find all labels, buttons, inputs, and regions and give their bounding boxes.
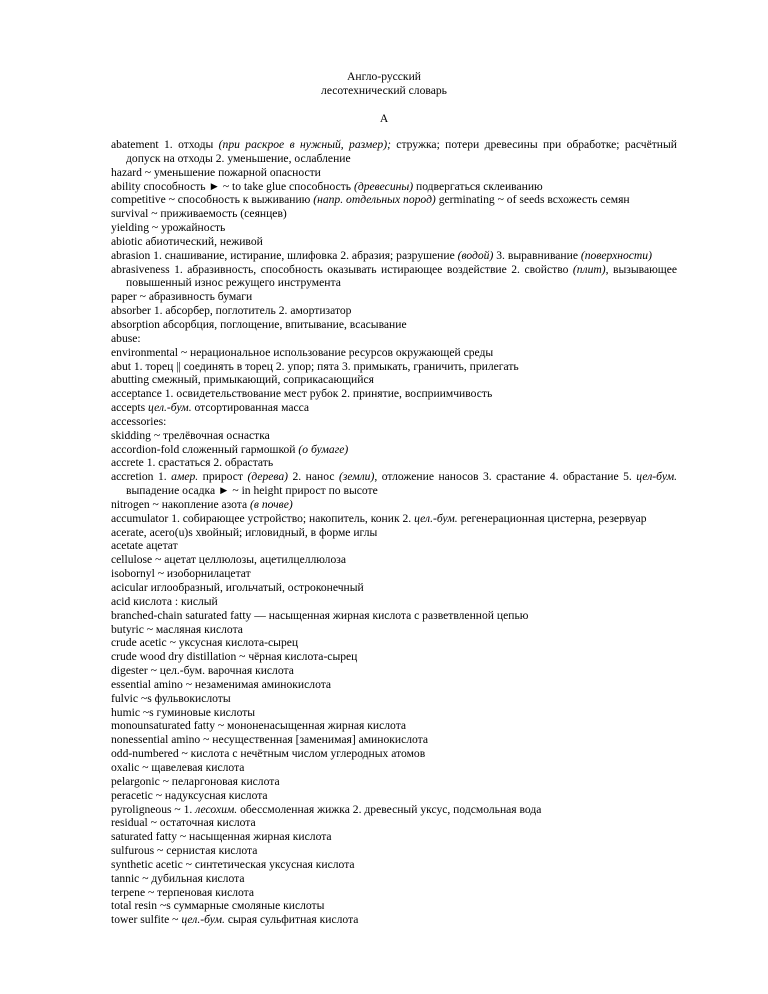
entry-text: acerate, acero(u)s хвойный; игловидный, в форме иглы: [111, 525, 378, 539]
entry-text: environmental ~ нерациональное использование ресурсов окружающей среды: [111, 345, 494, 359]
dictionary-entry: [111, 526, 677, 540]
dictionary-entry: [111, 387, 677, 401]
dictionary-entry: [111, 913, 677, 927]
entry-text: accepts: [111, 401, 149, 415]
entry-text: competitive ~ способность к выживанию: [111, 193, 314, 207]
dictionary-entry: [111, 844, 677, 858]
dictionary-entry: [111, 816, 677, 830]
dictionary-entry: [111, 706, 677, 720]
entry-label-italic: цел-бум.: [636, 470, 677, 484]
entry-text: peracetic ~ надуксусная кислота: [111, 788, 268, 802]
dictionary-entry: [111, 249, 677, 263]
entry-label-italic: (о бумаге): [298, 442, 349, 456]
entry-text: abiotic абиотический, неживой: [111, 234, 263, 248]
entry-text: crude acetic ~ уксусная кислота-сырец: [111, 636, 299, 650]
dictionary-entry: [111, 692, 677, 706]
entry-text: butyric ~ масляная кислота: [111, 622, 243, 636]
entry-text: 2. нанос: [288, 470, 339, 484]
entry-text: paper ~ абразивность бумаги: [111, 290, 253, 304]
dictionary-entry: [111, 221, 677, 235]
entry-text: стружка; потери древесины при обработке; расчётный допуск на отходы 2. уменьшение, ослабление: [126, 138, 677, 165]
entry-text: abuse:: [111, 331, 141, 345]
entry-label-italic: амер.: [171, 470, 199, 484]
dictionary-entry: [111, 166, 677, 180]
entry-text: 3. выравнивание: [493, 248, 581, 262]
entry-label-italic: (водой): [457, 248, 494, 262]
dictionary-entry: [111, 470, 677, 498]
dictionary-entry: [111, 623, 677, 637]
entry-label-italic: (в почве): [250, 497, 293, 511]
dictionary-entry: [111, 775, 677, 789]
entry-text: terpene ~ терпеновая кислота: [111, 885, 255, 899]
dictionary-entry: [111, 235, 677, 249]
dictionary-entry: [111, 886, 677, 900]
dictionary-entry: [111, 373, 677, 387]
entry-text: прирост: [198, 470, 248, 484]
entry-text: accessories:: [111, 414, 167, 428]
dictionary-entry: [111, 512, 677, 526]
entry-label-italic: (земли): [338, 470, 375, 484]
dictionary-entry: [111, 581, 677, 595]
entry-text: total resin ~s суммарные смоляные кислоты: [111, 899, 325, 913]
dictionary-entry: [111, 899, 677, 913]
entry-text: abut 1. торец || соединять в торец 2. упор; пята 3. примыкать, граничить, прилегать: [111, 359, 519, 373]
dictionary-entry: [111, 138, 677, 166]
dictionary-entry: [111, 664, 677, 678]
entry-text: oxalic ~ щавелевая кислота: [111, 760, 245, 774]
entry-text: accordion-fold сложенный гармошкой: [111, 442, 299, 456]
entry-text: pelargonic ~ пеларгоновая кислота: [111, 774, 280, 788]
dictionary-entry: [111, 789, 677, 803]
entry-text: acceptance 1. освидетельствование мест рубок 2. принятие, восприимчивость: [111, 387, 493, 401]
entry-text: humic ~s гуминовые кислоты: [111, 705, 256, 719]
entry-text: absorber 1. абсорбер, поглотитель 2. амортизатор: [111, 304, 352, 318]
entry-label-italic: (поверхности): [580, 248, 652, 262]
dictionary-entry: [111, 180, 677, 194]
dictionary-entry: [111, 332, 677, 346]
dictionary-entry: [111, 803, 677, 817]
entry-text: обессмоленная жижка 2. древесный уксус, подсмольная вода: [237, 802, 542, 816]
entry-text: abatement 1. отходы: [111, 138, 219, 151]
dictionary-entry: [111, 498, 677, 512]
entry-text: cellulose ~ ацетат целлюлозы, ацетилцеллюлоза: [111, 553, 346, 567]
entry-text: residual ~ остаточная кислота: [111, 816, 256, 830]
entry-text: accretion 1.: [111, 470, 172, 484]
entry-text: nonessential amino ~ несущественная [заменимая] аминокислота: [111, 733, 429, 747]
dictionary-entry: [111, 830, 677, 844]
dictionary-entry: [111, 872, 677, 886]
entry-text: выпадение осадка ► ~ in height прирост по высоте: [126, 484, 378, 498]
entry-text: fulvic ~s фульвокислоты: [111, 691, 231, 705]
entry-text: tower sulfite ~: [111, 913, 182, 927]
entry-text: monounsaturated fatty ~ мононенасыщенная жирная кислота: [111, 719, 407, 733]
dictionary-entry: [111, 456, 677, 470]
entry-text: отсортированная масса: [191, 401, 310, 415]
entry-label-italic: цел.-бум.: [148, 401, 192, 415]
dictionary-entry: [111, 415, 677, 429]
entry-label-italic: цел.-бум.: [414, 511, 458, 525]
entry-label-italic: (напр. отдельных пород): [313, 193, 436, 207]
dictionary-entry: [111, 207, 677, 221]
dictionary-entry: [111, 719, 677, 733]
entry-text: absorption абсорбция, поглощение, впитывание, всасывание: [111, 317, 407, 331]
entry-text: abrasiveness 1. абразивность, способность оказывать истирающее воздействие 2. свойство: [111, 262, 573, 276]
entry-text: , вызывающее повышенный износ режущего инструмента: [126, 262, 677, 290]
entry-text: digester ~ цел.-бум. варочная кислота: [111, 664, 294, 678]
dictionary-entry: [111, 318, 677, 332]
entry-text: acetate ацетат: [111, 539, 178, 553]
entry-text: ability способность ► ~ to take glue способность: [111, 179, 354, 193]
dictionary-entry: [111, 636, 677, 650]
entry-text: регенерационная цистерна, резервуар: [457, 511, 647, 525]
dictionary-entry: [111, 553, 677, 567]
dictionary-entry: [111, 429, 677, 443]
dictionary-entry: [111, 346, 677, 360]
entry-text: tannic ~ дубильная кислота: [111, 871, 245, 885]
dictionary-entry: [111, 539, 677, 553]
entry-text: essential amino ~ незаменимая аминокислота: [111, 677, 332, 691]
entry-text: abutting смежный, примыкающий, соприкасающийся: [111, 373, 374, 387]
entry-text: skidding ~ трелёвочная оснастка: [111, 428, 270, 442]
dictionary-entry: [111, 609, 677, 623]
entry-label-italic: (плит): [572, 262, 606, 276]
dictionary-entry: [111, 401, 677, 415]
entry-text: accrete 1. срастаться 2. обрастать: [111, 456, 274, 470]
dictionary-entry: [111, 761, 677, 775]
dictionary-entry: [111, 263, 677, 291]
dictionary-entry: [111, 567, 677, 581]
entry-text: nitrogen ~ накопление азота: [111, 497, 251, 511]
entry-text: accumulator 1. собирающее устройство; накопитель, коник 2.: [111, 511, 415, 525]
entry-text: sulfurous ~ сернистая кислота: [111, 844, 258, 858]
entry-text: synthetic acetic ~ синтетическая уксусная кислота: [111, 857, 355, 871]
entry-text: yielding ~ урожайность: [111, 221, 226, 235]
entry-text: saturated fatty ~ насыщенная жирная кислота: [111, 830, 332, 844]
dictionary-entry: [111, 193, 677, 207]
entry-text: подвергаться склеиванию: [413, 179, 543, 193]
entry-text: branched-chain saturated fatty — насыщенная жирная кислота с разветвленной цепью: [111, 608, 529, 622]
entry-label-italic: (дерева): [247, 470, 289, 484]
entry-label-italic: лесохим.: [195, 802, 238, 816]
dictionary-title-line-1: Англо-русский: [347, 70, 421, 83]
entry-text: odd-numbered ~ кислота с нечётным числом углеродных атомов: [111, 747, 426, 761]
entry-text: abrasion 1. снашивание, истирание, шлифовка 2. абразия; разрушение: [111, 248, 458, 262]
entry-label-italic: цел.-бум.: [181, 913, 225, 927]
entry-text: survival ~ приживаемость (сеянцев): [111, 207, 287, 221]
dictionary-entry: [111, 595, 677, 609]
dictionary-entry: [111, 650, 677, 664]
entry-label-italic: (при раскрое в нужный, размер);: [218, 138, 391, 151]
dictionary-entries: [111, 138, 677, 927]
dictionary-entry: [111, 360, 677, 374]
entry-text: acicular иглообразный, игольчатый, остроконечный: [111, 581, 364, 594]
entry-text: germinating ~ of seeds всхожесть семян: [435, 193, 630, 207]
section-letter: A: [379, 112, 389, 125]
dictionary-entry: [111, 678, 677, 692]
entry-text: isobornyl ~ изоборнилацетат: [111, 567, 251, 581]
dictionary-entry: [111, 290, 677, 304]
dictionary-entry: [111, 858, 677, 872]
entry-text: hazard ~ уменьшение пожарной опасности: [111, 165, 321, 179]
entry-text: acid кислота : кислый: [111, 594, 218, 608]
entry-text: сырая сульфитная кислота: [224, 913, 359, 927]
entry-label-italic: (древесины): [353, 179, 414, 193]
dictionary-entry: [111, 747, 677, 761]
dictionary-entry: [111, 733, 677, 747]
entry-text: , отложение наносов 3. срастание 4. обрастание 5.: [374, 470, 637, 484]
dictionary-entry: [111, 304, 677, 318]
dictionary-entry: [111, 443, 677, 457]
dictionary-title-line-2: лесотехнический словарь: [321, 84, 447, 97]
entry-text: pyroligneous ~ 1.: [111, 802, 196, 816]
entry-text: crude wood dry distillation ~ чёрная кислота-сырец: [111, 650, 358, 664]
